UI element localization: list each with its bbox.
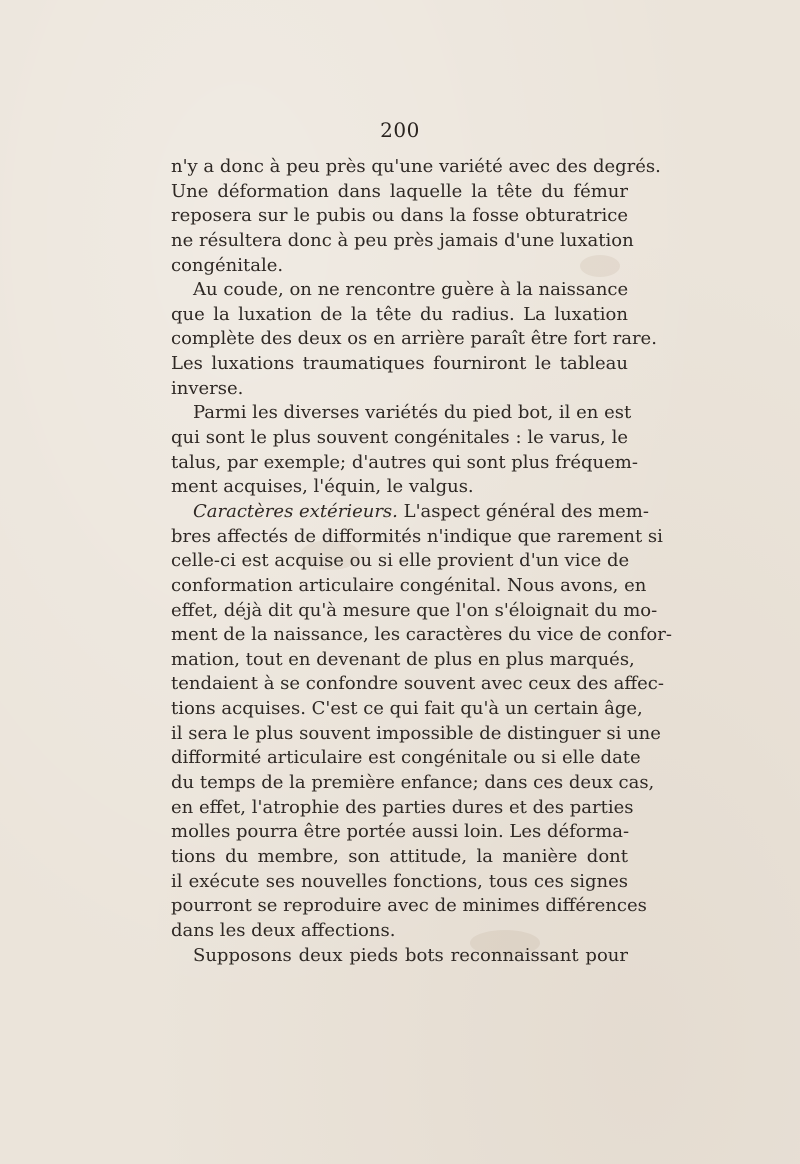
text-line: tendaient à se confondre souvent avec ceux des affec- <box>171 673 664 695</box>
text-line: talus, par exemple; d'autres qui sont plus fréquem- <box>171 451 638 473</box>
text-line: Parmi les diverses variétés du pied bot, il en est <box>193 402 632 424</box>
text-line: inverse. <box>171 377 244 399</box>
text-line: dans les deux affections. <box>171 919 396 941</box>
text-line: reposera sur le pubis ou dans la fosse obturatrice <box>171 205 628 227</box>
text-line: ment acquises, l'équin, le valgus. <box>171 476 474 498</box>
text-line: Une déformation dans laquelle la tête du fémur <box>171 180 628 202</box>
text-line: ment de la naissance, les caractères du vice de confor- <box>171 624 672 646</box>
text-line: congénitale. <box>171 254 284 276</box>
text-line: difformité articulaire est congénitale ou si elle date <box>171 747 641 769</box>
text-line-with-heading <box>171 500 649 525</box>
text-line: Les luxations traumatiques fourniront le tableau <box>171 353 628 375</box>
text-line: pourront se reproduire avec de minimes différences <box>171 895 647 917</box>
page-number: 200 <box>380 118 420 142</box>
text-line: bres affectés de difformités n'indique que rarement si <box>171 525 663 547</box>
text-line: tions du membre, son attitude, la manière dont <box>171 845 628 867</box>
text-line: ne résultera donc à peu près jamais d'une luxation <box>171 229 634 251</box>
text-line: n'y a donc à peu près qu'une variété avec des degrés. <box>171 156 661 177</box>
text-line: conformation articulaire congénital. Nous avons, en <box>171 574 647 596</box>
text-line: complète des deux os en arrière paraît être fort rare. <box>171 328 657 350</box>
text-line: il sera le plus souvent impossible de distinguer si une <box>171 722 661 744</box>
text-line-rest: L'aspect général des mem- <box>403 500 649 522</box>
text-line: qui sont le plus souvent congénitales : le varus, le <box>171 427 628 449</box>
section-lead: Caractères extérieurs. <box>193 500 398 522</box>
text-line: effet, déjà dit qu'à mesure que l'on s'éloignait du mo- <box>171 599 658 621</box>
text-line: du temps de la première enfance; dans ces deux cas, <box>171 772 655 794</box>
text-line: celle-ci est acquise ou si elle provient d'un vice de <box>171 550 630 572</box>
text-line: que la luxation de la tête du radius. La luxation <box>171 303 628 325</box>
body-text <box>171 155 672 968</box>
text-line: tions acquises. C'est ce qui fait qu'à un certain âge, <box>171 698 643 720</box>
text-line: Supposons deux pieds bots reconnaissant pour <box>193 944 628 966</box>
text-line: en effet, l'atrophie des parties dures et des parties <box>171 796 634 818</box>
text-line: il exécute ses nouvelles fonctions, tous ces signes <box>171 870 628 892</box>
text-line: mation, tout en devenant de plus en plus marqués, <box>171 648 635 670</box>
text-line: Au coude, on ne rencontre guère à la naissance <box>193 279 629 301</box>
text-line: molles pourra être portée aussi loin. Les déforma- <box>171 821 630 843</box>
